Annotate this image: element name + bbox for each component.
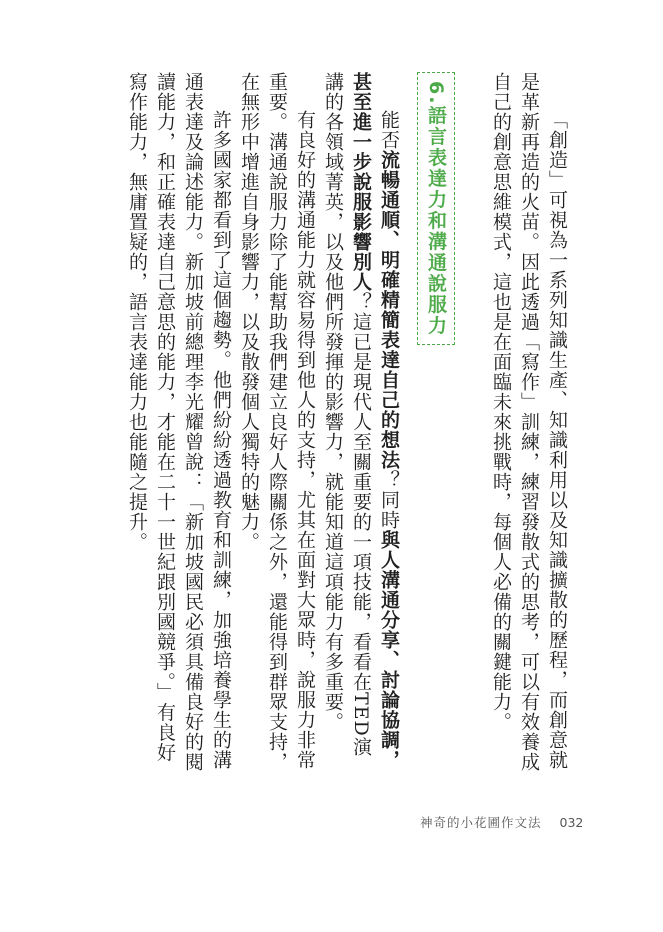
para2-bold-persuasion: 與人溝通分享、討論協調，甚至進一步說服影響別人 (350, 72, 400, 770)
page-number: 032 (559, 815, 584, 830)
paragraph-creativity: 「創造」可視為一系列知識生產、知識利用以及知識擴散的歷程，而創意就是革新再造的火苗。因此透過「寫作」訓練，練習發散式的思考，可以有效養成自己的創意思維模式，這也是在面臨未來挑戰時，每個人必備的關鍵能力。 (490, 72, 568, 772)
section-heading: 6.語言表達力和溝通說服力 (417, 72, 455, 345)
page-footer (420, 813, 583, 831)
page-body (123, 72, 571, 772)
para2-bold-expression: 流暢通順、明確精簡表達自己的想法 (378, 150, 400, 470)
para2-rest: ？這已是現代人至關重要的一項技能，看看在TED演講的各領域菁英，以及他們所發揮的影響力，就能知道這項能力有多重要。 (322, 72, 372, 757)
paragraph-communication (319, 72, 403, 772)
para2-lead: 能否 (378, 110, 400, 150)
section-heading-wrap (413, 72, 459, 772)
paragraph-support: 有良好的溝通能力就容易得到他人的支持，尤其在面對大眾時，說服力非常重要。溝通說服力除了能幫助我們建立良好人際關係之外，還能得到群眾支持，在無形中增進自身影響力，以及散發個人獨特的魅力。 (238, 72, 316, 772)
paragraph-gap (463, 72, 487, 772)
book-title: 神奇的小花圃作文法 (420, 815, 542, 830)
paragraph-countries: 許多國家都看到了這個趨勢。他們紛紛透過教育和訓練，加強培養學生的溝通表達及論述能力。新加坡前總理李光耀曾說：「新加坡國民必須具備良好的閱讀能力，和正確表達自己意思的能力，才能在二十一世紀跟別國競爭。」有良好寫作能力，無庸置疑的，語言表達能力也能隨之提升。 (126, 72, 232, 772)
para2-mid: ？同時 (378, 470, 400, 530)
